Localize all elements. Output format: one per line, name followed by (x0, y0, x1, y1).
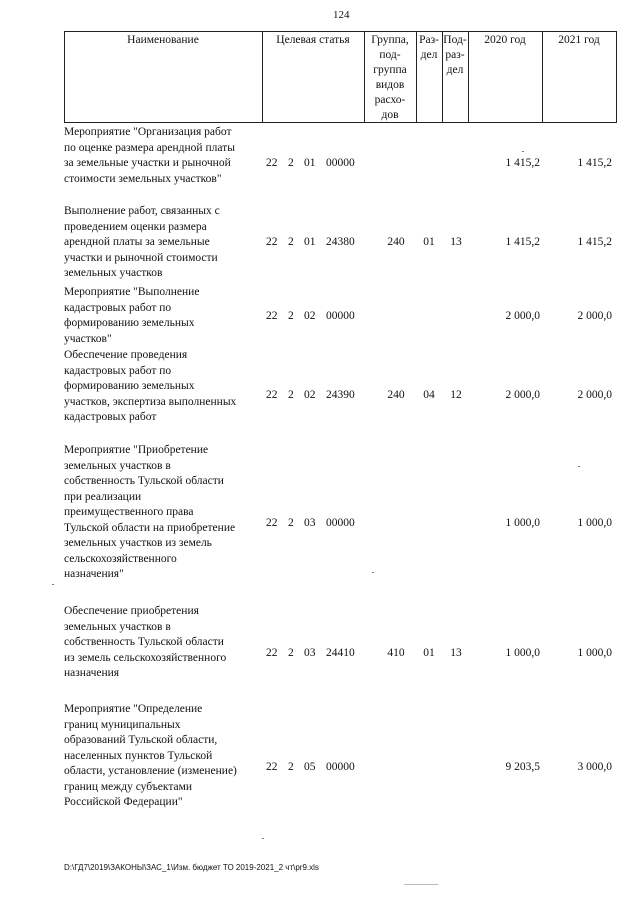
scan-speck (262, 838, 264, 839)
row-2021: 1 000,0 (577, 647, 612, 659)
file-path-footer: D:\ГД7\2019\ЗАКОНЫ\ЗАС_1\Изм. бюджет ТО 2019-2021_2 чт\pr9.xls (64, 863, 319, 872)
row-target-1: 22 (266, 157, 278, 169)
row-2021: 2 000,0 (577, 310, 612, 322)
row-target-2: 2 (288, 389, 294, 401)
row-target-1: 22 (266, 517, 278, 529)
row-target-3: 03 (304, 647, 316, 659)
row-target-4: 00000 (326, 761, 355, 773)
table-header (64, 31, 617, 123)
row-target-1: 22 (266, 647, 278, 659)
row-podrazdel: 12 (450, 389, 462, 401)
header-bottom-border (64, 122, 617, 123)
row-target-4: 00000 (326, 517, 355, 529)
row-2020: 1 415,2 (505, 157, 540, 169)
row-target-2: 2 (288, 517, 294, 529)
row-2020: 2 000,0 (505, 389, 540, 401)
page-number: 124 (333, 9, 350, 21)
header-razdel: Раз- дел (419, 34, 439, 61)
header-group: Группа, под- группа видов расхо- дов (371, 34, 409, 121)
row-group: 240 (387, 389, 405, 401)
row-target-4: 00000 (326, 310, 355, 322)
row-name: Мероприятие "Выполнение кадастровых работ по формированию земельных участков" (64, 286, 200, 345)
header-2020: 2020 год (484, 34, 526, 46)
row-2021: 3 000,0 (577, 761, 612, 773)
header-podrazdel: Под- раз- дел (443, 34, 467, 76)
row-razdel: 01 (423, 647, 435, 659)
scan-speck (372, 572, 374, 573)
row-target-2: 2 (288, 761, 294, 773)
row-podrazdel: 13 (450, 236, 462, 248)
row-target-3: 03 (304, 517, 316, 529)
row-target-4: 24390 (326, 389, 355, 401)
row-2021: 2 000,0 (577, 389, 612, 401)
row-target-2: 2 (288, 157, 294, 169)
row-target-1: 22 (266, 236, 278, 248)
row-target-4: 24410 (326, 647, 355, 659)
header-2021: 2021 год (558, 34, 600, 46)
scan-speck (578, 466, 580, 467)
row-2021: 1 415,2 (577, 236, 612, 248)
scan-speck (522, 151, 524, 152)
row-target-3: 01 (304, 157, 316, 169)
row-razdel: 01 (423, 236, 435, 248)
row-target-3: 02 (304, 310, 316, 322)
header-target: Целевая статья (276, 34, 350, 46)
row-2021: 1 000,0 (577, 517, 612, 529)
scan-speck (52, 584, 54, 585)
row-group: 240 (387, 236, 405, 248)
header-top-border (64, 31, 617, 32)
row-name: Выполнение работ, связанных с проведением оценки размера арендной платы за земельные участки и рыночной стоимости земельных участков (64, 205, 220, 279)
row-target-4: 00000 (326, 157, 355, 169)
row-2020: 2 000,0 (505, 310, 540, 322)
row-2020: 1 415,2 (505, 236, 540, 248)
row-name: Обеспечение проведения кадастровых работ по формированию земельных участков, экспертиза выполненных кадастровых работ (64, 349, 237, 423)
row-target-2: 2 (288, 647, 294, 659)
row-target-1: 22 (266, 310, 278, 322)
header-divider (616, 31, 617, 123)
row-2020: 1 000,0 (505, 517, 540, 529)
row-podrazdel: 13 (450, 647, 462, 659)
row-name: Обеспечение приобретения земельных участков в собственность Тульской области из земель сельскохозяйственного назначения (64, 605, 227, 679)
row-target-1: 22 (266, 761, 278, 773)
scan-speck (404, 884, 438, 885)
row-name: Мероприятие "Организация работ по оценке размера арендной платы за земельные участки и рыночной стоимости земельных участков" (64, 126, 235, 185)
row-target-3: 02 (304, 389, 316, 401)
row-target-2: 2 (288, 236, 294, 248)
header-name: Наименование (127, 34, 199, 46)
row-group: 410 (387, 647, 405, 659)
row-name: Мероприятие "Определение границ муниципальных образований Тульской области, населенных пунктов Тульской области, установление (изменение) границ между субъектами Российской Федерации" (64, 703, 237, 808)
row-target-4: 24380 (326, 236, 355, 248)
row-razdel: 04 (423, 389, 435, 401)
row-target-1: 22 (266, 389, 278, 401)
row-target-3: 05 (304, 761, 316, 773)
row-target-3: 01 (304, 236, 316, 248)
row-2021: 1 415,2 (577, 157, 612, 169)
row-2020: 9 203,5 (505, 761, 540, 773)
row-target-2: 2 (288, 310, 294, 322)
row-name: Мероприятие "Приобретение земельных участков в собственность Тульской области при реализации преимущественного права Тульской области на приобретение земельных участков из земель сельскохозяйственного назначения" (64, 444, 236, 580)
row-2020: 1 000,0 (505, 647, 540, 659)
